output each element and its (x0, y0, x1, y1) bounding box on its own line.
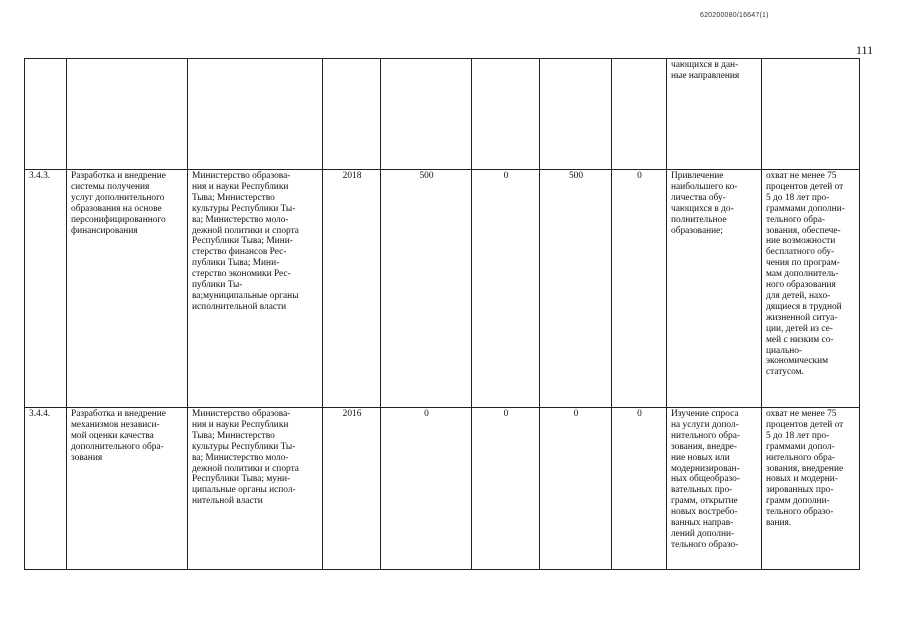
funding-other: 0 (612, 170, 667, 408)
funding-republic (540, 59, 612, 170)
measure-executors: Министерство образова- ния и науки Республики Тыва; Министерство культуры Республики Ты- ва; Министерство моло- дежной политики и спорта Республики Тыва; муни- ципальные органы испол- нительной власти (188, 408, 323, 570)
measure-year (323, 59, 381, 170)
page-number: 111 (856, 43, 874, 57)
funding-total (381, 59, 472, 170)
target-indicator: охват не менее 75 процентов детей от 5 до 18 лет про- граммами дополни- тельного обра- зования, обеспече- ние возможности бесплатного обу- чения по програм- мам дополнитель- ного образования для детей, нахо- дящиеся в трудной жизненной ситуа- ции, детей из се- мей с низким со- циально- экономическим статусом. (762, 170, 860, 408)
document-id: 620200080/16647(1) (700, 12, 769, 19)
measure-year: 2016 (323, 408, 381, 570)
measures-table (24, 58, 860, 570)
expected-effect: чающихся в дан- ные направления (667, 59, 762, 170)
measure-name: Разработка и внедрение системы получения услуг дополнительного образования на основе персонифицированного финансирования (67, 170, 188, 408)
table-row (25, 170, 860, 408)
measure-name (67, 59, 188, 170)
measure-code: 3.4.3. (25, 170, 67, 408)
table-row (25, 59, 860, 170)
funding-federal: 0 (472, 408, 540, 570)
funding-other (612, 59, 667, 170)
target-indicator (762, 59, 860, 170)
measure-year: 2018 (323, 170, 381, 408)
target-indicator: охват не менее 75 процентов детей от 5 до 18 лет про- граммами допол- нительного обра- зования, внедрение новых и модерни- зированных про- грамм дополни- тельного образо- вания. (762, 408, 860, 570)
funding-federal: 0 (472, 170, 540, 408)
expected-effect: Привлечение наибольшего ко- личества обу- чающихся в до- полнительное образование; (667, 170, 762, 408)
measure-name: Разработка и внедрение механизмов независи- мой оценки качества дополнительного обра- зования (67, 408, 188, 570)
measure-executors: Министерство образова- ния и науки Республики Тыва; Министерство культуры Республики Ты- ва; Министерство моло- дежной политики и спорта Республики Тыва; Мини- стерство финансов Рес- публики Тыва; Мини- стерство экономики Рес- публики Ты- ва;муниципальные органы исполнительной власти (188, 170, 323, 408)
funding-total: 0 (381, 408, 472, 570)
funding-total: 500 (381, 170, 472, 408)
measure-executors (188, 59, 323, 170)
table-row (25, 408, 860, 570)
expected-effect: Изучение спроса на услуги допол- нительного обра- зования, внедре- ние новых или модернизирован- ных общеобразо- вательных про- грамм, открытие новых востребо- ванных направ- лений дополни- тельного образо- (667, 408, 762, 570)
measure-code (25, 59, 67, 170)
measure-code: 3.4.4. (25, 408, 67, 570)
funding-republic: 0 (540, 408, 612, 570)
funding-federal (472, 59, 540, 170)
funding-other: 0 (612, 408, 667, 570)
funding-republic: 500 (540, 170, 612, 408)
